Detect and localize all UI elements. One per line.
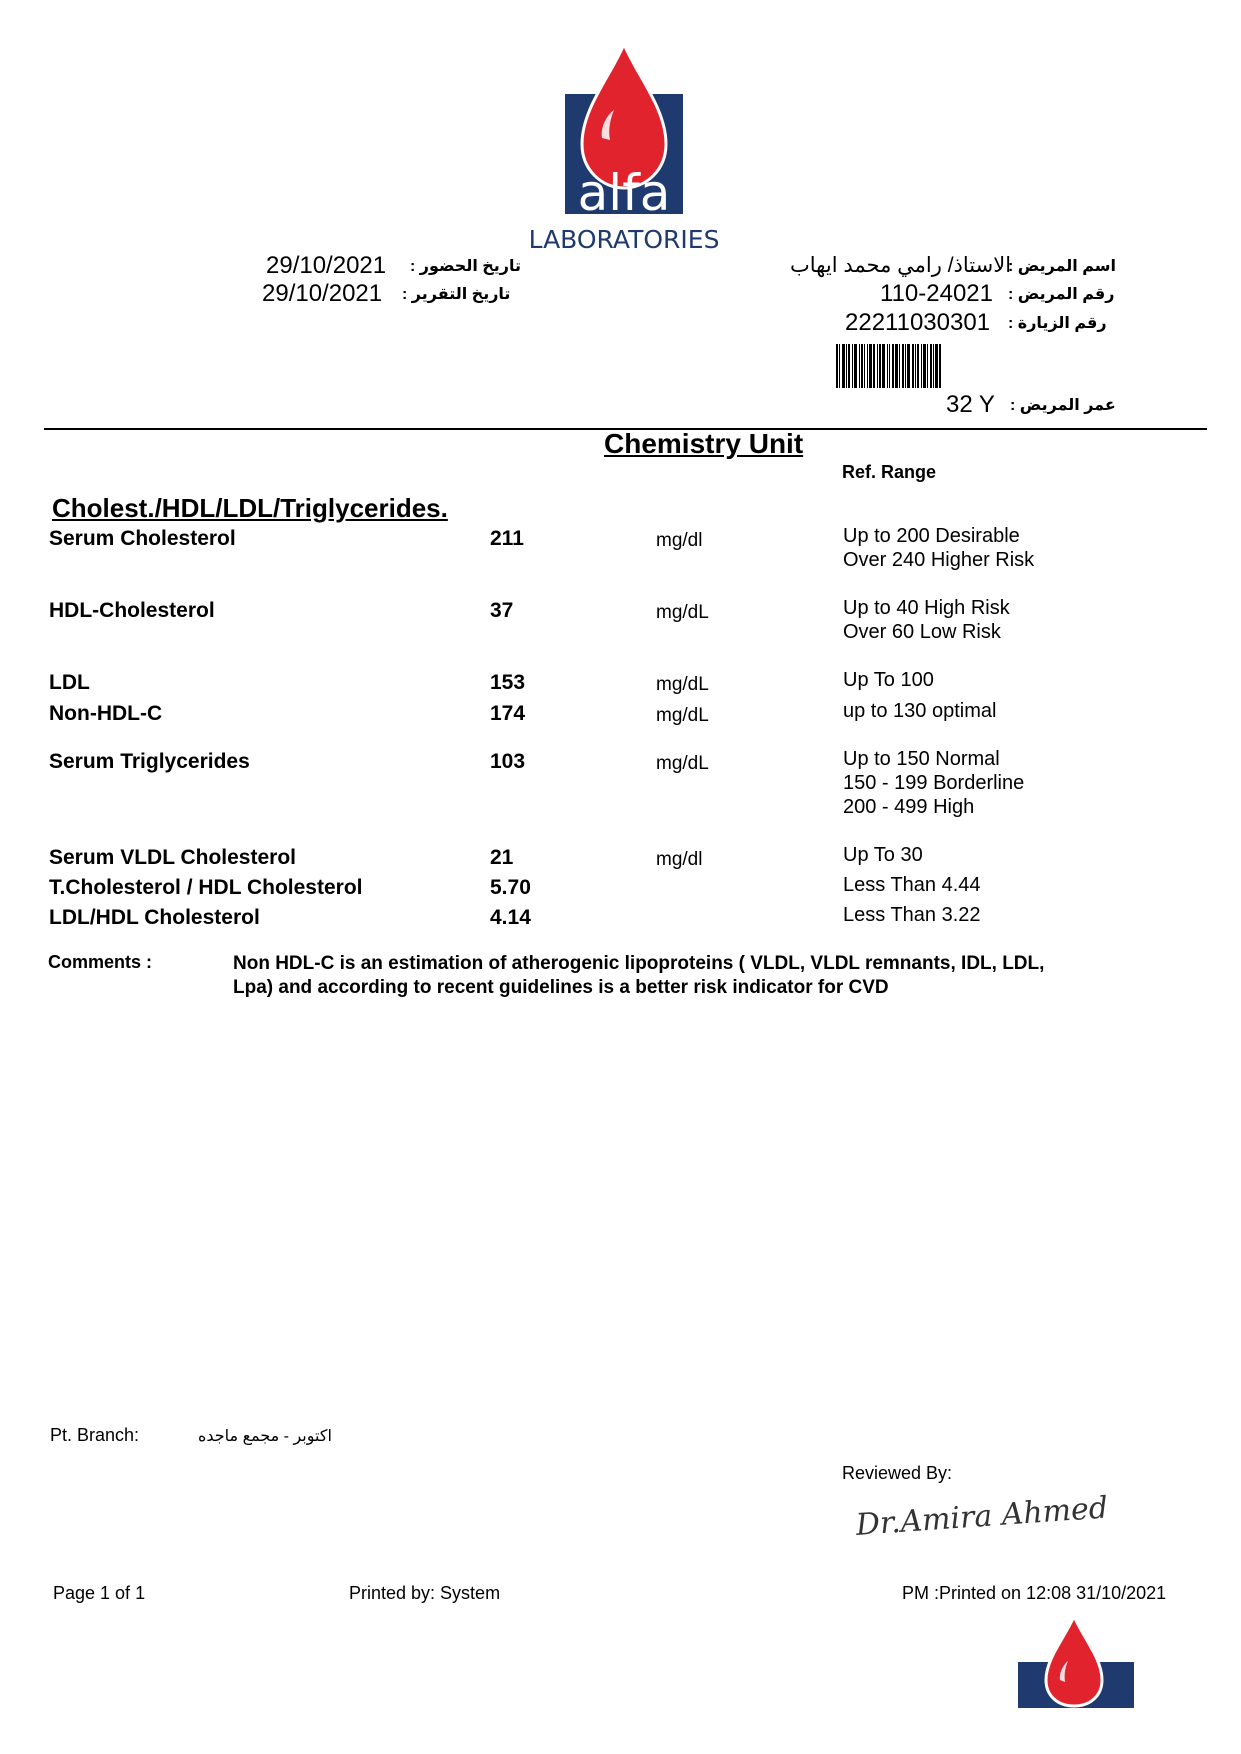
branch-label: Pt. Branch: [50,1425,140,1445]
result-name: Serum Triglycerides [49,750,250,773]
barcode [836,344,976,388]
printed-on: PM :Printed on 12:08 31/10/2021 [902,1583,1167,1603]
comments-label: Comments : [48,952,153,972]
age: 32 Y [946,391,995,418]
patient-name-label: اسم المريض : [1008,258,1116,275]
report-date-label: تاريخ التقرير : [402,286,511,303]
result-value: 103 [490,750,526,773]
patient-no: 110-24021 [880,280,993,307]
logo-brand: alfa [577,164,671,222]
comments-line-2: Lpa) and according to recent guidelines is a better risk indicator for CVD [233,977,889,998]
result-value: 21 [490,846,514,869]
result-ref: Up To 30 [843,844,923,866]
logo-subtitle: LABORATORIES [528,225,720,254]
result-ref: Up to 200 Desirable [843,525,1020,547]
comments-line-1: Non HDL-C is an estimation of atherogenic lipoproteins ( VLDL, VLDL remnants, IDL, LDL, [233,953,1045,974]
result-value: 153 [490,671,526,694]
result-ref: up to 130 optimal [843,700,997,722]
reviewed-by-label: Reviewed By: [842,1463,953,1483]
result-value: 211 [490,527,524,550]
result-ref: Up to 150 Normal [843,748,1000,770]
branch-value: اكتوبر - مجمع ماجده [198,1428,332,1445]
result-value: 174 [490,702,526,725]
signature: Dr.Amira Ahmed [854,1490,1110,1543]
printed-by: Printed by: System [349,1583,501,1603]
result-name: LDL [49,671,90,694]
patient-no-label: رقم المريض : [1008,286,1115,303]
result-ref: Up to 40 High Risk [843,597,1010,619]
result-ref: Less Than 4.44 [843,874,981,896]
visit-no-label: رقم الزيارة : [1008,315,1107,332]
result-unit: mg/dl [656,530,703,551]
page-number: Page 1 of 1 [53,1583,146,1603]
alfa-logo [520,42,730,254]
result-unit: mg/dL [656,602,709,623]
result-unit: mg/dL [656,674,709,695]
panel-title: Cholest./HDL/LDL/Triglycerides. [52,493,448,523]
result-ref: Less Than 3.22 [843,904,981,926]
unit-title: Chemistry Unit [604,428,804,459]
attendance-date: 29/10/2021 [266,252,387,279]
result-ref: Up To 100 [843,669,934,691]
patient-name: الاستاذ/ رامي محمد ايهاب [790,254,1012,277]
result-ref: Over 60 Low Risk [843,621,1001,643]
result-name: T.Cholesterol / HDL Cholesterol [49,876,363,899]
result-name: Serum VLDL Cholesterol [49,846,296,869]
result-unit: mg/dL [656,705,709,726]
result-value: 4.14 [490,906,531,929]
result-name: LDL/HDL Cholesterol [49,906,260,929]
report-date: 29/10/2021 [262,280,383,307]
result-ref: Over 240 Higher Risk [843,549,1035,571]
result-unit: mg/dl [656,849,703,870]
result-name: Non-HDL-C [49,702,163,725]
alfa-logo-small [1016,1614,1136,1708]
result-name: HDL-Cholesterol [49,599,215,622]
result-name: Serum Cholesterol [49,527,236,550]
result-value: 5.70 [490,876,531,899]
result-value: 37 [490,599,514,622]
attendance-date-label: تاريخ الحضور : [410,258,522,275]
ref-range-header: Ref. Range [842,462,937,482]
visit-no: 22211030301 [845,309,991,336]
result-ref: 150 - 199 Borderline [843,772,1025,794]
age-label: عمر المريض : [1010,397,1116,414]
result-ref: 200 - 499 High [843,796,975,818]
result-unit: mg/dL [656,753,709,774]
